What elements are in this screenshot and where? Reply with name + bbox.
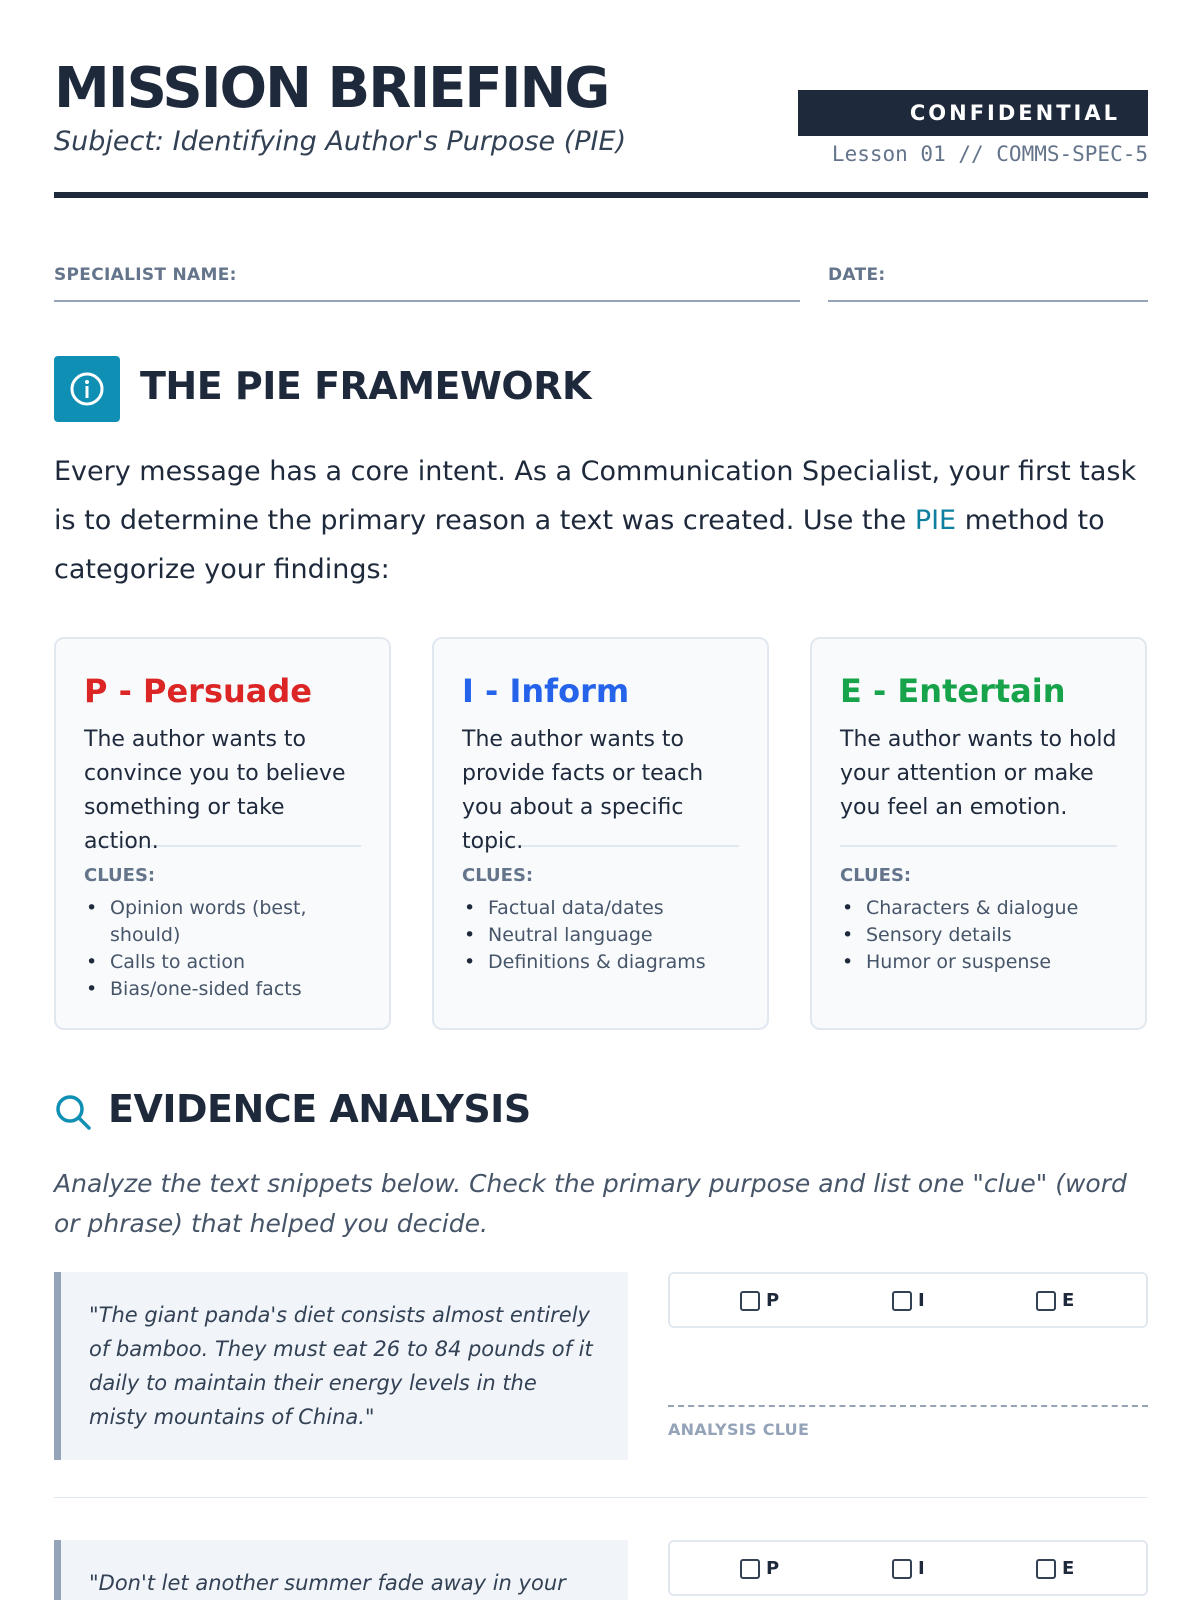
list-item: • Factual data/dates xyxy=(462,895,739,922)
clue-list xyxy=(462,895,739,976)
inform-option[interactable] xyxy=(892,1558,925,1580)
intro-paragraph xyxy=(54,447,1148,594)
text-snippet: "The giant panda's diet consists almost entirely of bamboo. They must eat 26 to 84 pounds of it daily to maintain their energy levels in the misty mountains of China." xyxy=(54,1272,628,1460)
row-divider xyxy=(54,1497,1148,1498)
info-icon xyxy=(54,356,120,422)
search-icon xyxy=(54,1093,92,1131)
confidential-badge: CONFIDENTIAL xyxy=(798,90,1148,136)
option-label: E xyxy=(1062,1290,1075,1311)
specialist-name-field[interactable] xyxy=(54,264,800,302)
date-field[interactable] xyxy=(828,264,1148,302)
analysis-clue-label: ANALYSIS CLUE xyxy=(668,1420,810,1439)
header-divider xyxy=(54,192,1148,198)
persuade-checkbox[interactable] xyxy=(740,1559,760,1579)
card-description: The author wants to hold your attention or make you feel an emotion. xyxy=(840,727,1117,820)
list-item: • Calls to action xyxy=(84,949,361,976)
inform-checkbox[interactable] xyxy=(892,1559,912,1579)
entertain-option[interactable] xyxy=(1036,1290,1074,1312)
inform-option[interactable] xyxy=(892,1290,925,1312)
date-label: DATE: xyxy=(828,265,886,285)
intro-text-end: method to categorize your findings: xyxy=(54,505,1105,585)
list-item: • Characters & dialogue xyxy=(840,895,1117,922)
persuade-card xyxy=(54,637,391,1030)
list-item: • Humor or suspense xyxy=(840,949,1117,976)
card-title: E - Entertain xyxy=(840,672,1066,710)
option-label: P xyxy=(766,1290,780,1311)
clues-label: CLUES: xyxy=(840,865,912,886)
list-item: • Sensory details xyxy=(840,922,1117,949)
list-item: • Definitions & diagrams xyxy=(462,949,739,976)
analysis-clue-input[interactable] xyxy=(668,1405,1148,1407)
entertain-option[interactable] xyxy=(1036,1558,1074,1580)
inform-checkbox[interactable] xyxy=(892,1291,912,1311)
specialist-name-label: SPECIALIST NAME: xyxy=(54,265,237,285)
purpose-checkbox-group xyxy=(668,1272,1148,1328)
card-title: I - Inform xyxy=(462,672,630,710)
purpose-checkbox-group xyxy=(668,1540,1148,1596)
persuade-option[interactable] xyxy=(740,1290,779,1312)
page-title: MISSION BRIEFING xyxy=(54,56,609,121)
card-title: P - Persuade xyxy=(84,672,312,710)
header xyxy=(54,52,1148,202)
card-divider xyxy=(840,845,1117,847)
clue-list xyxy=(840,895,1117,976)
worksheet-page xyxy=(54,0,1148,1600)
clue-list xyxy=(84,895,361,1003)
pie-highlight: PIE xyxy=(914,505,957,536)
entertain-card xyxy=(810,637,1147,1030)
option-label: E xyxy=(1062,1558,1075,1579)
evidence-instructions: Analyze the text snippets below. Check the primary purpose and list one "clue" (word or phrase) that helped you decide. xyxy=(54,1169,1127,1238)
option-label: I xyxy=(918,1558,925,1579)
list-item: • Bias/one-sided facts xyxy=(84,976,361,1003)
entertain-checkbox[interactable] xyxy=(1036,1559,1056,1579)
persuade-option[interactable] xyxy=(740,1558,779,1580)
lesson-code: Lesson 01 // COMMS-SPEC-5 xyxy=(831,142,1148,166)
inform-card xyxy=(432,637,769,1030)
clues-label: CLUES: xyxy=(462,865,534,886)
subject-line: Subject: Identifying Author's Purpose (PIE) xyxy=(54,126,627,157)
text-snippet: "Don't let another summer fade away in your xyxy=(54,1540,628,1600)
pie-framework-heading: THE PIE FRAMEWORK xyxy=(140,364,591,408)
intro-text-start: Every message has a core intent. As a Communication Specialist, your first task is to determine the primary reason a text was created. Use the xyxy=(54,456,1137,536)
clues-label: CLUES: xyxy=(84,865,156,886)
card-description: The author wants to convince you to believe something or take action. xyxy=(84,727,346,854)
list-item: • Opinion words (best, should) xyxy=(84,895,361,949)
card-description: The author wants to provide facts or teach you about a specific topic. xyxy=(462,727,704,854)
option-label: I xyxy=(918,1290,925,1311)
entertain-checkbox[interactable] xyxy=(1036,1291,1056,1311)
option-label: P xyxy=(766,1558,780,1579)
persuade-checkbox[interactable] xyxy=(740,1291,760,1311)
list-item: • Neutral language xyxy=(462,922,739,949)
evidence-analysis-heading: EVIDENCE ANALYSIS xyxy=(108,1087,531,1131)
